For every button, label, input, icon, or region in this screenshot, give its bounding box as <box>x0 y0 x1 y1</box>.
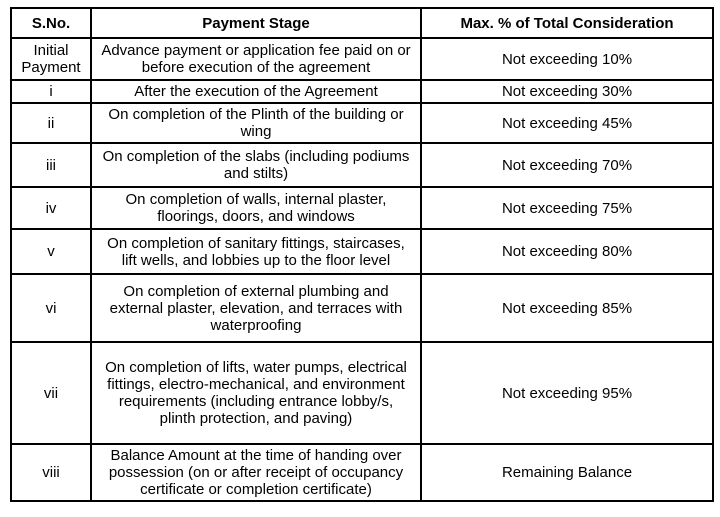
payment-table-container <box>10 7 714 502</box>
table-row <box>11 103 713 143</box>
table-row <box>11 342 713 444</box>
column-header-sno: S.No. <box>11 8 91 38</box>
cell-max-consideration: Not exceeding 70% <box>421 143 713 187</box>
column-header-max-consideration: Max. % of Total Consideration <box>421 8 713 38</box>
table-row <box>11 80 713 103</box>
payment-stages-table <box>10 7 714 502</box>
table-row <box>11 444 713 501</box>
cell-max-consideration: Not exceeding 30% <box>421 80 713 103</box>
cell-max-consideration: Not exceeding 80% <box>421 229 713 274</box>
table-header-row <box>11 8 713 38</box>
table-row <box>11 274 713 342</box>
cell-payment-stage: On completion of the Plinth of the building or wing <box>91 103 421 143</box>
cell-payment-stage: On completion of sanitary fittings, staircases, lift wells, and lobbies up to the floor level <box>91 229 421 274</box>
column-header-payment-stage: Payment Stage <box>91 8 421 38</box>
cell-payment-stage: On completion of the slabs (including podiums and stilts) <box>91 143 421 187</box>
cell-sno: vii <box>11 342 91 444</box>
cell-sno: iv <box>11 187 91 229</box>
table-row <box>11 38 713 80</box>
cell-payment-stage: On completion of walls, internal plaster, floorings, doors, and windows <box>91 187 421 229</box>
cell-max-consideration: Not exceeding 85% <box>421 274 713 342</box>
cell-payment-stage: On completion of lifts, water pumps, electrical fittings, electro-mechanical, and environment requirements (including entrance lobby/s, plinth protection, and paving) <box>91 342 421 444</box>
cell-sno: ii <box>11 103 91 143</box>
cell-sno: Initial Payment <box>11 38 91 80</box>
cell-max-consideration: Not exceeding 10% <box>421 38 713 80</box>
cell-sno: iii <box>11 143 91 187</box>
cell-sno: viii <box>11 444 91 501</box>
cell-max-consideration: Not exceeding 95% <box>421 342 713 444</box>
cell-max-consideration: Remaining Balance <box>421 444 713 501</box>
cell-max-consideration: Not exceeding 45% <box>421 103 713 143</box>
cell-payment-stage: On completion of external plumbing and external plaster, elevation, and terraces with waterproofing <box>91 274 421 342</box>
cell-sno: i <box>11 80 91 103</box>
cell-sno: v <box>11 229 91 274</box>
cell-payment-stage: Advance payment or application fee paid on or before execution of the agreement <box>91 38 421 80</box>
cell-payment-stage: After the execution of the Agreement <box>91 80 421 103</box>
cell-payment-stage: Balance Amount at the time of handing over possession (on or after receipt of occupancy certificate or completion certificate) <box>91 444 421 501</box>
table-row <box>11 143 713 187</box>
table-row <box>11 187 713 229</box>
cell-max-consideration: Not exceeding 75% <box>421 187 713 229</box>
table-row <box>11 229 713 274</box>
cell-sno: vi <box>11 274 91 342</box>
